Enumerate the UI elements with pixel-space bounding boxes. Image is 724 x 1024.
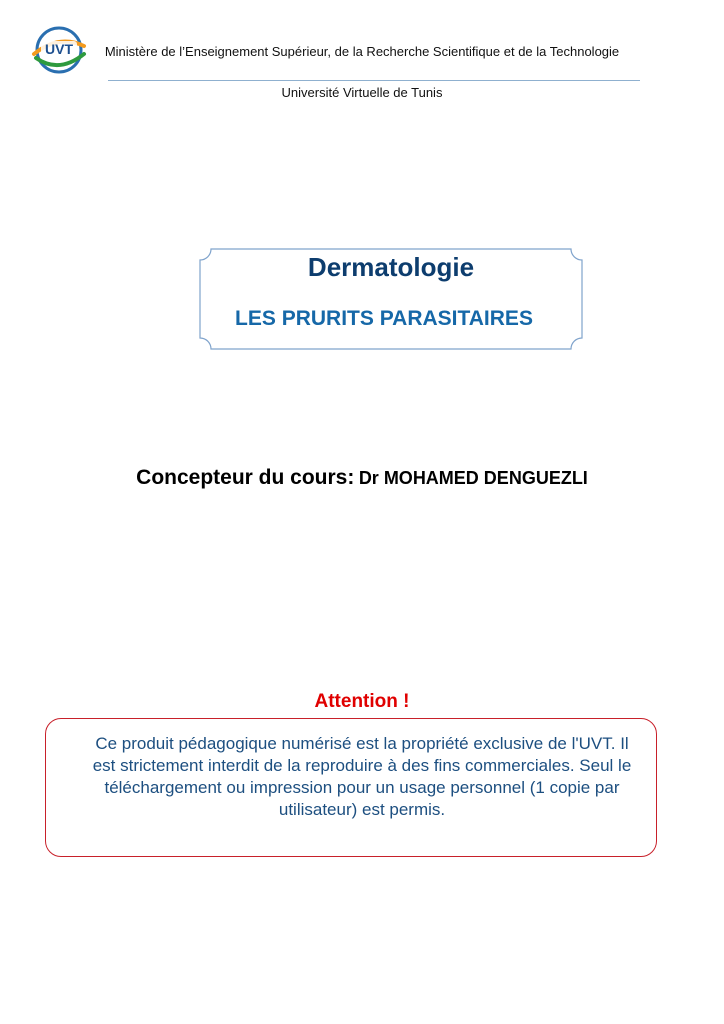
svg-text:UVT: UVT: [45, 41, 73, 57]
header-divider: [108, 80, 640, 81]
university-text: Université Virtuelle de Tunis: [281, 85, 443, 100]
author-name: Dr MOHAMED DENGUEZLI: [358, 468, 588, 488]
course-title: Dermatologie: [307, 252, 475, 282]
author-label: Concepteur du cours:: [136, 466, 355, 489]
ministry-text: Ministère de l’Enseignement Supérieur, de la Recherche Scientifique et de la Technologie: [104, 44, 620, 59]
course-subtitle: LES PRURITS PARASITAIRES: [235, 307, 533, 330]
notice-text: Ce produit pédagogique numérisé est la propriété exclusive de l'UVT. Il est strictement interdit de la reproduire à des fins commerciales. Seul le téléchargement ou impression pour un usage personnel (1 copie par utilisateur) est permis.: [92, 734, 632, 819]
uvt-logo: [28, 24, 90, 76]
attention-heading: Attention !: [314, 691, 410, 712]
author-line: [0, 466, 724, 490]
